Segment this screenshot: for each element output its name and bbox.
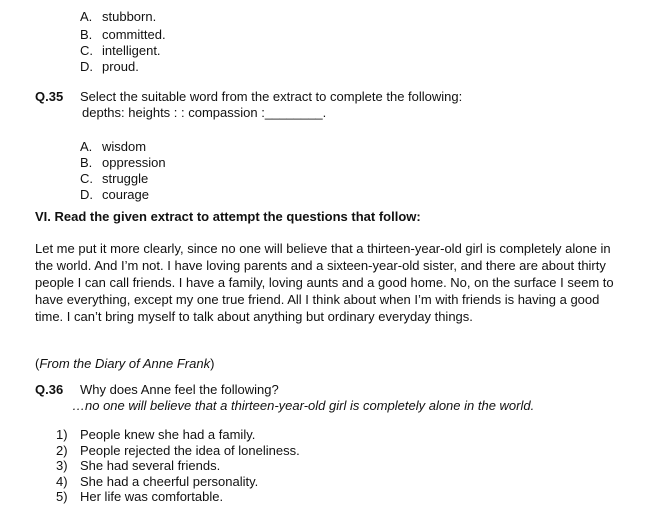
extract-source: [35, 356, 214, 372]
q34-option-a: [80, 9, 166, 25]
q36-options: [56, 427, 300, 505]
option-text: She had several friends.: [80, 458, 221, 473]
q35-prompt: Select the suitable word from the extract to complete the following:: [80, 89, 463, 104]
q36-number: Q.36: [35, 382, 64, 397]
option-letter: A.: [80, 9, 93, 24]
option-text: intelligent.: [102, 43, 161, 58]
option-letter: A.: [80, 139, 93, 154]
option-text: People knew she had a family.: [80, 427, 256, 442]
option-letter: C.: [80, 171, 93, 186]
q35-analogy: depths: heights : : compassion :________.: [82, 105, 327, 120]
option-number: 4): [56, 473, 68, 489]
option-letter: C.: [80, 43, 93, 58]
option-text: proud.: [102, 59, 139, 74]
q35-option-a: [80, 139, 166, 155]
option-letter: D.: [80, 187, 93, 202]
option-text: struggle: [102, 171, 149, 186]
source-title: From the Diary of Anne Frank: [39, 356, 211, 371]
q36-option-5: [56, 489, 300, 505]
option-text: She had a cheerful personality.: [80, 473, 259, 489]
option-number: 2): [56, 442, 68, 458]
q35-number: Q.35: [35, 89, 64, 104]
q35-options: [80, 139, 166, 203]
section-vi-heading: VI. Read the given extract to attempt the questions that follow:: [35, 209, 421, 224]
option-text: courage: [102, 187, 149, 202]
option-text: stubborn.: [102, 9, 157, 24]
option-number: 5): [56, 489, 68, 504]
option-text: oppression: [102, 155, 166, 170]
q35-option-d: [80, 187, 166, 203]
option-number: 1): [56, 427, 68, 442]
q36-option-1: [56, 427, 300, 443]
source-close-paren: ): [210, 356, 215, 371]
q36-option-2: [56, 443, 300, 459]
anne-frank-extract: Let me put it more clearly, since no one will believe that a thirteen-year-old girl is completely alone in the world. And I’m not. I have loving parents and a sixteen-year-old sister, and there are about thirty people I can call friends. I have a family, loving aunts and a good home. No, on the surface I seem to have everything, except my one true friend. All I think about when I’m with friends is having a good time. I can’t bring myself to talk about anything but ordinary everyday things.: [35, 241, 614, 324]
option-letter: B.: [80, 155, 93, 170]
q34-option-b: [80, 27, 166, 43]
option-letter: D.: [80, 59, 93, 74]
option-number: 3): [56, 458, 68, 473]
source-open-paren: (: [35, 356, 40, 371]
option-text: Her life was comfortable.: [80, 489, 224, 504]
option-letter: B.: [80, 27, 93, 42]
q36-option-3: [56, 458, 300, 474]
q36-option-4: [56, 474, 300, 490]
q35-option-b: [80, 155, 166, 171]
q36-quote: …no one will believe that a thirteen-year-old girl is completely alone in the world.: [72, 398, 535, 413]
q34-options: [80, 9, 166, 75]
q34-option-d: [80, 59, 166, 75]
q35-option-c: [80, 171, 166, 187]
q34-option-c: [80, 43, 166, 59]
q36-prompt: Why does Anne feel the following?: [80, 382, 279, 397]
option-text: People rejected the idea of loneliness.: [80, 442, 300, 458]
option-text: wisdom: [102, 139, 147, 154]
option-text: committed.: [102, 27, 166, 42]
